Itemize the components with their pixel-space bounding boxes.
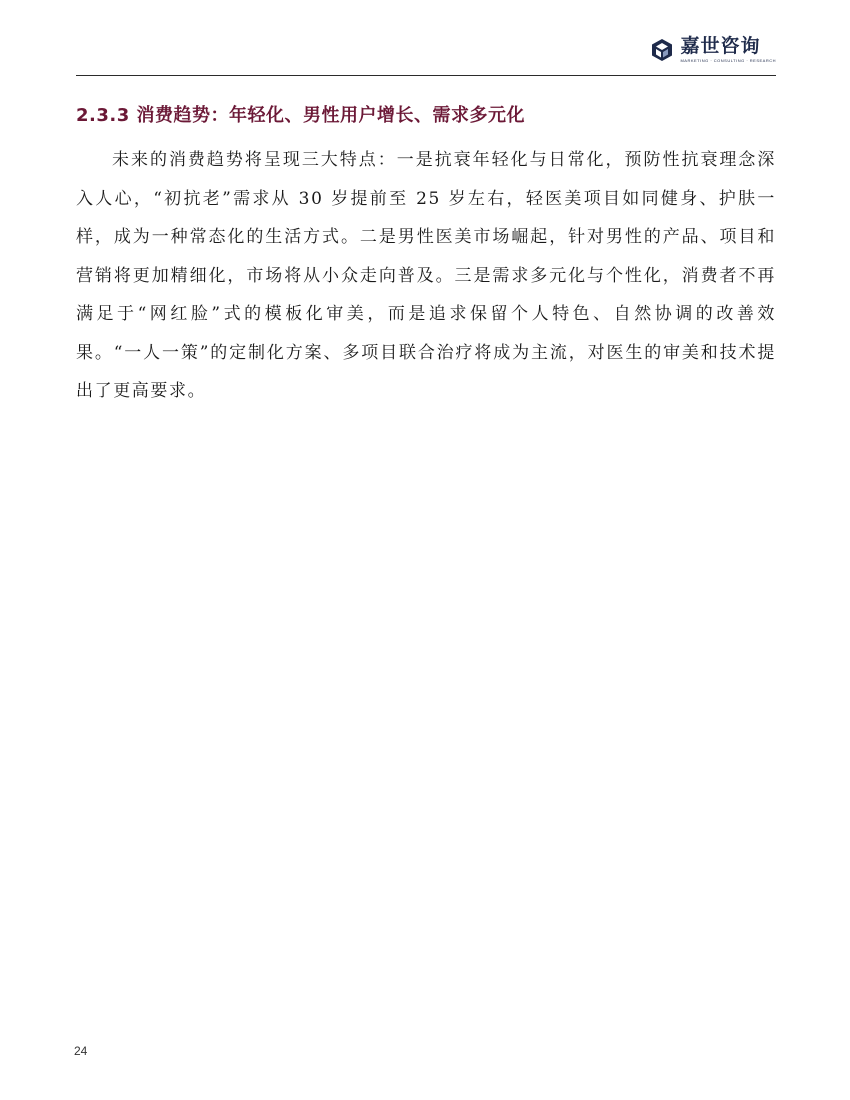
page-number: 24 xyxy=(74,1044,88,1058)
logo-tagline: MARKETING · CONSULTING · RESEARCH xyxy=(680,58,776,63)
header-divider xyxy=(76,75,776,76)
body-paragraph: 未来的消费趋势将呈现三大特点：一是抗衰年轻化与日常化，预防性抗衰理念深入人心，“初抗老”需求从 30 岁提前至 25 岁左右，轻医美项目如同健身、护肤一样，成为一种常态化的生活方式。二是男性医美市场崛起，针对男性的产品、项目和营销将更加精细化，市场将从小众走向普及。三是需求多元化与个性化，消费者不再满足于“网红脸”式的模板化审美，而是追求保留个人特色、自然协调的改善效果。“一人一策”的定制化方案、多项目联合治疗将成为主流，对医生的审美和技术提出了更高要求。 xyxy=(76,150,776,401)
page-header xyxy=(76,30,776,76)
logo-name: 嘉世咨询 xyxy=(680,35,761,57)
logo-mark-icon xyxy=(650,38,674,62)
company-logo xyxy=(650,36,776,63)
section-title: 2.3.3 消费趋势：年轻化、男性用户增长、需求多元化 xyxy=(76,105,526,126)
